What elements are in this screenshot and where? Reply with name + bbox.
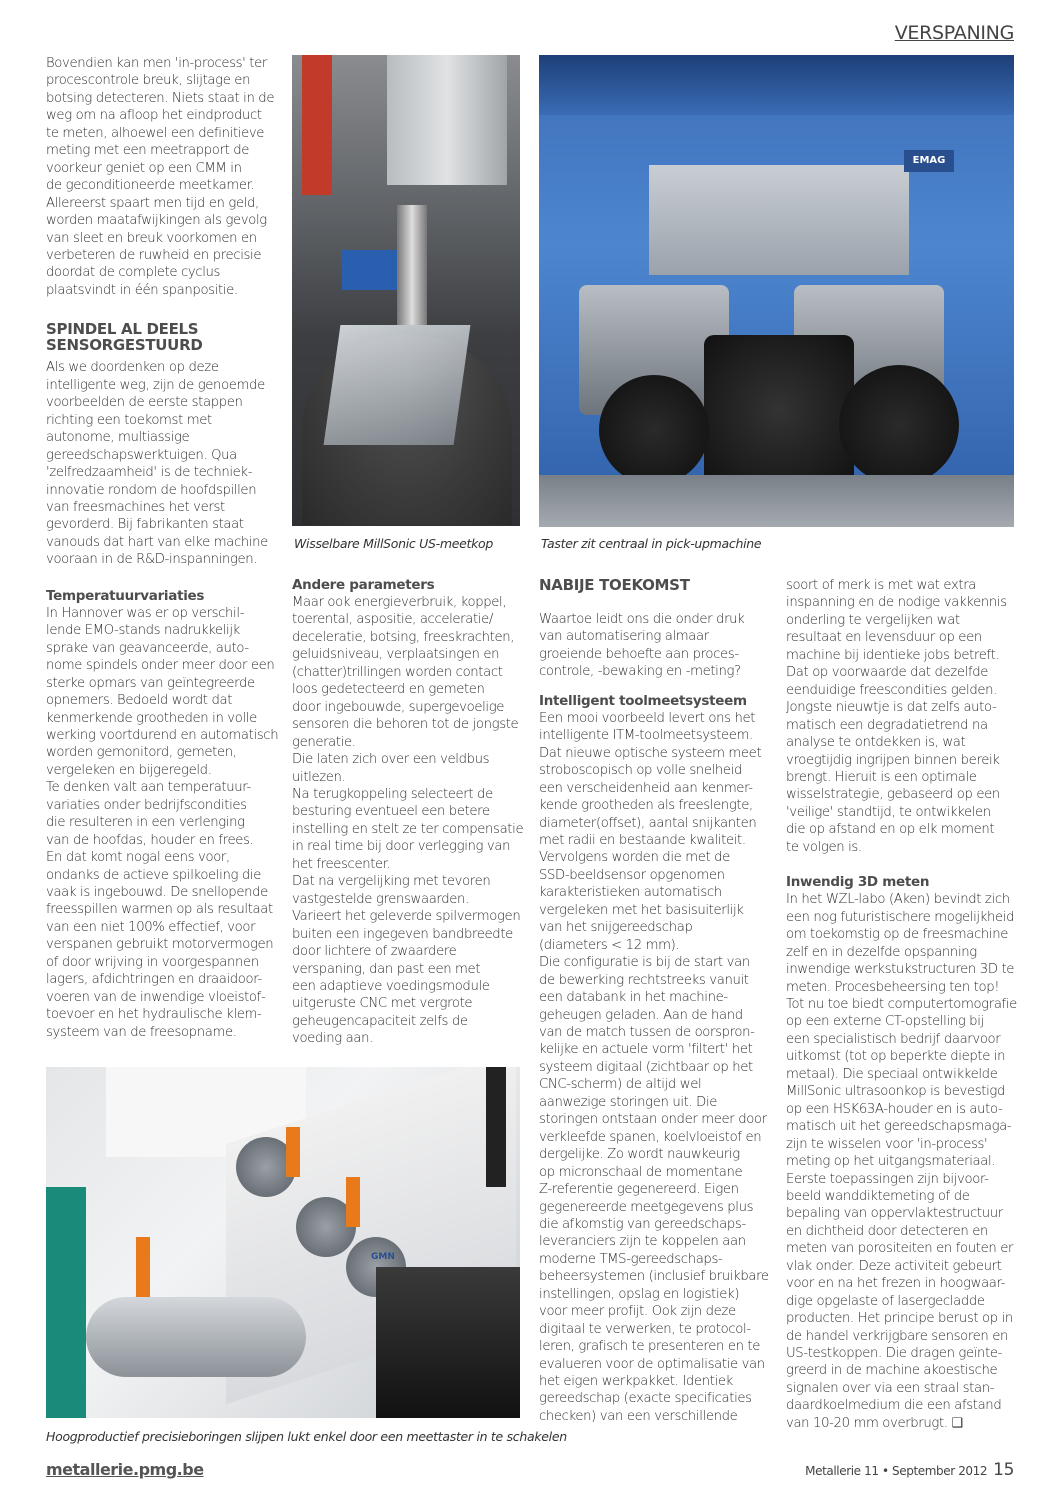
paragraph: Een mooi voorbeeld levert ons het intelligente ITM-toolmeetsysteem. Dat nieuwe optische systeem meet stroboscopisch op volle snelheid een verscheidenheid aan kenmer- kende grootheden als freeslengte, diameter(offset), aantal snijkanten met radii en bestaande kwaliteit. Vervolgens worden die met de SSD-beeldsensor opgenomen karakteristieken automatisch vergeleken met het basisuiterlijk van het snijgereedschap (diameters < 12 mm). Die configuratie is bij de start van de bewerking rechtstreeks vanuit een databank in het machine- geheugen geladen. Aan de hand van de match tussen de oorspron- kelijke en actuele vorm 'filtert' het systeem digitaal (zichtbaar op het CNC-scherm) de altijd wel aanwezige storingen uit. Die storingen ontstaan onder meer door verkleefde spanen, koelvloeistof en dergelijke. Zo wordt nauwkeurig op micronschaal de momentane Z-referentie gegenereerd. Eigen gegenereerde meetgegevens plus die afkomstig van gereedschaps- leveranciers zijn te koppelen aan moderne TMS-gereedschaps- beheersystemen (inclusief bruikbare instellingen, opslag en logistiek) voor meer profijt. Ook zijn deze digitaal te verwerken, te protocol- leren, grafisch te presenteren en te evalueren voor de optimalisatie van het eigen werkpakket. Identiek gereedschap (exacte specificaties checken) van een verschillende — [539, 710, 769, 1424]
photo-millsonic-probe — [292, 55, 520, 526]
paragraph: Waartoe leidt ons die onder druk van automatisering almaar groeiende behoefte aan proces- controle, -bewaking en -meting? — [539, 612, 745, 680]
paragraph: Als we doordenken op deze intelligente weg, zijn de genoemde voorbeelden de eerste stappen richting een toekomst met autonome, multiassige gereedschapswerktuigen. Qua 'zelfredzaamheid' is de techniek- innovatie rondom de hoofdspillen van freesmachines het verst gevorderd. Bij fabrikanten staat vanouds dat hart van elke machine vooraan in de R&D-inspanningen. — [46, 360, 268, 568]
paragraph: soort of merk is met wat extra inspanning en de nodige vakkennis onderling te vergelijken wat resultaat en levensduur op een machine bij identieke jobs betreft. Dat op voorwaarde dat dezelfde eenduidige freescondities gelden. Jongste nieuwtje is dat zelfs auto- matisch een degradatietrend na analyse te ontdekken is, wat vroegtijdig ingrijpen binnen bereik brengt. Hieruit is een optimale wisselstrategie, gebaseerd op een 'veilige' standtijd, te ontwikkelen die op afstand en op elk moment te volgen is. — [786, 578, 1007, 855]
paragraph: In Hannover was er op verschil- lende EMO-stands nadrukkelijk sprake van geavanceerde, auto- nome spindels onder meer door een sterke opmars van geïntegreerde opnemers. Bedoeld wordt dat kenmerkende grootheden in volle werking voortdurend en automatisch worden gemonitord, gemeten, vergeleken en bijgeregeld. Te denken valt aan temperatuur- variaties onder bedrijfscondities die resulteren in een verlenging van de hoofdas, houder en frees. En dat komt nogal eens voor, ondanks de actieve spilkoeling die vaak is ingebouwd. De snellopende freesspillen warmen op als resultaat van een niet 100% effectief, voor verspanen gebruikt motorvermogen of door wrijving in voorgespannen lagers, afdichtringen en draaidoor- voeren van de inwendige vloeistof- toevoer en het hydraulische klem- systeem van de freesopname. — [46, 605, 279, 1040]
section-header: VERSPANING — [894, 22, 1014, 44]
section-heading: NABIJE TOEKOMST — [539, 576, 690, 594]
section-heading: SPINDEL AL DEELS SENSORGESTUURD — [46, 320, 203, 355]
paragraph: Maar ook energieverbruik, koppel, toerental, aspositie, acceleratie/ deceleratie, botsing, freeskrachten, geluidsniveau, verplaatsingen en (chatter)trillingen worden contact loos gedetecteerd en gemeten door ingebouwde, supergevoelige sensoren die behoren tot de jongste generatie. Die laten zich over een veldbus uitlezen. Na terugkoppeling selecteert de besturing eventueel een betere instelling en stelt ze ter compensatie in real time bij door verlegging van het freescenter. Dat na vergelijking met tevoren vastgestelde grenswaarden. Varieert het geleverde spilvermogen buiten een ingegeven bandbreedte door lichtere of zwaardere verspaning, dan past een met een adaptieve voedingsmodule uitgeruste CNC met vergrote geheugencapaciteit zelfs de voeding aan. — [292, 595, 524, 1047]
paragraph: In het WZL-labo (Aken) bevindt zich een nog futuristischere mogelijkheid om toekomstig op de freesmachine zelf en in dezelfde opspanning inwendige werkstukstructuren 3D te meten. Procesbeheersing ten top! Tot nu toe biedt computertomografie op een externe CT-opstelling bij een specialistisch bedrijf daarvoor uitkomst (tot op beperkte diepte in metaal). Die speciaal ontwikkelde MillSonic ultrasoonkop is bevestigd op een HSK63A-houder en is auto- matisch uit het gereedschapsmaga- zijn te wisselen voor 'in-process' meting op het uitgangsmateriaal. Eerste toepassingen zijn bijvoor- beeld wanddiktemeting of de bepaling van oppervlaktestructuur en dichtheid door detecteren en meten van porositeiten en fouten er vlak onder. Deze activiteit gebeurt voor en na het frezen in hoogwaar- dige opgelaste of lasergecladde producten. Het principe berust op in de handel verkrijgbare sensoren en US-testkoppen. Die dragen geïnte- greerd in de machine akoestische signalen over via een straal stan- daardkoelmedium die een afstand van 10-20 mm overbrugt. ❑ — [786, 892, 1017, 1431]
column-4 — [786, 577, 1018, 1432]
caption: Taster zit centraal in pick-upmachine — [541, 536, 762, 551]
gmn-logo: GMN — [371, 1252, 395, 1262]
photo-pickup-machine — [539, 55, 1014, 527]
issue-info: Metallerie 11 • September 2012 — [805, 1464, 988, 1478]
subheading: Andere parameters — [292, 577, 435, 593]
caption: Hoogproductief precisieboringen slijpen lukt enkel door een meettaster in te schakelen — [46, 1429, 567, 1444]
caption: Wisselbare MillSonic US-meetkop — [294, 536, 494, 551]
subheading: Inwendig 3D meten — [786, 874, 930, 891]
website-link[interactable]: metallerie.pmg.be — [46, 1460, 204, 1479]
subheading: Intelligent toolmeetsysteem — [539, 692, 747, 709]
page-number: 15 — [993, 1460, 1014, 1480]
photo-grinding-machine — [46, 1067, 520, 1418]
footer-issue — [805, 1460, 1014, 1480]
column-1 — [46, 55, 278, 1041]
paragraph: Bovendien kan men 'in-process' ter procescontrole breuk, slijtage en botsing detecteren. Niets staat in de weg om na afloop het eindproduct te meten, alhoewel een definitieve meting met een meetrapport de voorkeur geniet op een CMM in de geconditioneerde meetkamer. Allereerst spaart men tijd en geld, worden maatafwijkingen als gevolg van sleet en breuk voorkomen en verbeteren de ruwheid en precisie doordat de complete cyclus plaatsvindt in één spanpositie. — [46, 56, 275, 298]
subheading: Temperatuurvariaties — [46, 587, 205, 604]
column-2 — [292, 577, 524, 1048]
column-3 — [539, 577, 771, 1425]
emag-logo: EMAG — [904, 150, 954, 172]
